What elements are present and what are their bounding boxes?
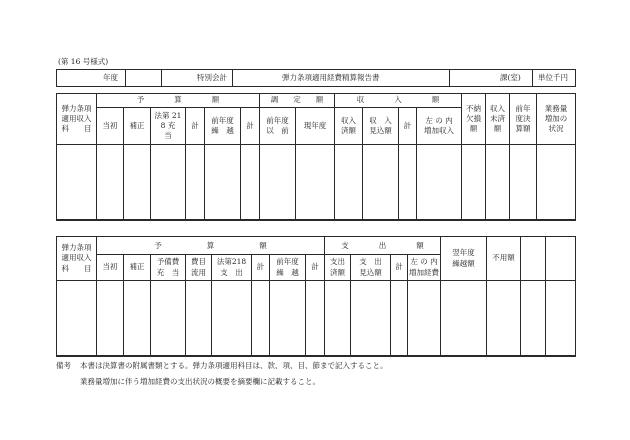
tokubetsu-kaikei-label: 特別会計	[197, 73, 227, 82]
t2-subtotal3-header: 計	[395, 262, 403, 272]
t2-carryover-header: 前年度 繰 越	[276, 257, 299, 277]
t1-uncollected-header: 収入 未済 額	[490, 103, 505, 134]
t1-expected-header: 収 入 見込額	[369, 115, 392, 135]
t1-received-header: 収入 済額	[341, 115, 356, 135]
notes-line-2: 業務量増加に伴う増加経費の支出状況の概要を摘要欄に記載すること。	[80, 377, 320, 386]
t2-paid-header: 支出 済額	[330, 257, 345, 277]
t2-initial-header: 当初	[102, 262, 118, 272]
t2-reserve-fund-header: 予備費 充 当	[156, 257, 180, 277]
t2-subtotal2-header: 計	[311, 262, 319, 272]
t1-supplementary-header: 補正	[129, 120, 145, 130]
notes-label: 備考	[56, 361, 71, 370]
t2-expected-header: 支 出 見込額	[359, 257, 382, 277]
t1-subtotal3-header: 計	[403, 120, 412, 130]
form-title: 弾力条項適用経費精算報告書	[282, 73, 380, 82]
t2-supplementary-header: 補正	[129, 262, 145, 272]
t2-diversion-header: 費目 流用	[191, 257, 206, 277]
t1-prior-years-header: 前年度 以 前	[266, 115, 289, 135]
section-label: 課(室)	[500, 73, 521, 82]
t2-expenditure-header: 支 出 額	[341, 241, 424, 250]
t1-carryover-header: 前年度 繰 越	[211, 115, 234, 135]
t1-current-year-header: 現年度	[303, 120, 327, 130]
t1-prev-settlement-header: 前年 度決 算額	[515, 103, 531, 134]
t2-unused-header: 不用額	[492, 253, 515, 263]
t1-increase-header: 左 の 内 増加収入	[424, 115, 454, 135]
t2-carry-forward-header: 翌年度 繰越額	[452, 248, 475, 268]
form-number: (第 16 号様式)	[58, 57, 109, 66]
t2-subtotal1-header: 計	[256, 262, 265, 272]
t1-art218-header: 法第 21 8 充 当	[154, 110, 182, 141]
t1-budget-header: 予 算 額	[136, 95, 220, 104]
t1-revenue-header: 収 入 額	[356, 95, 440, 104]
t1-workload-header: 業務量 増加の 状況	[544, 103, 568, 134]
t2-budget-header: 予 算 額	[154, 241, 267, 250]
t1-default-loss-header: 不納 欠損 額	[466, 103, 481, 134]
notes-line-1: 本書は決算書の附属書類とする。弾力条項適用科目は、款、項、目、節まで記入すること。	[80, 361, 388, 370]
t1-subtotal1-header: 計	[191, 120, 199, 130]
t1-subtotal2-header: 計	[246, 120, 254, 130]
t1-assessment-header: 調 定 額	[270, 95, 324, 104]
t1-revenue-subject-header: 弾力条項 適用収入 科 目	[61, 103, 92, 134]
t1-initial-header: 当初	[102, 120, 118, 130]
t2-art218-header: 法第218 支 出	[216, 257, 247, 277]
t2-revenue-subject-header: 弾力条項 適用収入 科 目	[61, 243, 92, 273]
t2-increase-header: 左 の 内 増加経費	[409, 257, 439, 277]
nendo-label: 年度	[103, 73, 118, 82]
unit-label: 単位千円	[538, 73, 568, 82]
